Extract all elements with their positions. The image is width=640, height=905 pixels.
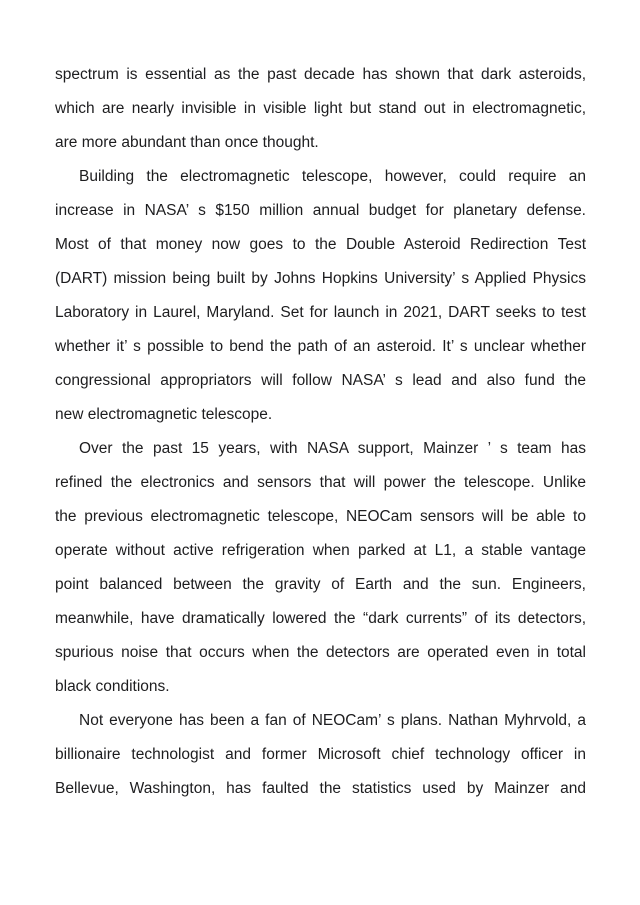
text-line: Bellevue, Washington, has faulted the statistics used by Mainzer and <box>55 780 586 797</box>
text-line: point balanced between the gravity of Earth and the sun. Engineers, <box>55 576 586 593</box>
text-line: Most of that money now goes to the Double Asteroid Redirection Test <box>55 236 586 253</box>
text-line: meanwhile, have dramatically lowered the “dark currents” of its detectors, <box>55 610 586 627</box>
text-line: spectrum is essential as the past decade has shown that dark asteroids, <box>55 66 586 83</box>
text-line: congressional appropriators will follow NASA’ s lead and also fund the <box>55 372 586 389</box>
text-line: black conditions. <box>55 678 170 695</box>
text-line: (DART) mission being built by Johns Hopkins University’ s Applied Physics <box>55 270 586 287</box>
text-line: new electromagnetic telescope. <box>55 406 273 423</box>
text-line: increase in NASA’ s $150 million annual budget for planetary defense. <box>55 202 586 219</box>
text-line: are more abundant than once thought. <box>55 134 319 151</box>
text-line: which are nearly invisible in visible light but stand out in electromagnetic, <box>55 100 586 117</box>
text-line: Building the electromagnetic telescope, however, could require an <box>79 168 586 185</box>
document-body <box>55 58 586 806</box>
text-line: Laboratory in Laurel, Maryland. Set for launch in 2021, DART seeks to test <box>55 304 586 321</box>
text-line: Not everyone has been a fan of NEOCam’ s plans. Nathan Myhrvold, a <box>79 712 586 729</box>
text-line: whether it’ s possible to bend the path of an asteroid. It’ s unclear whether <box>55 338 586 355</box>
text-line: Over the past 15 years, with NASA support, Mainzer ’ s team has <box>79 440 586 457</box>
text-line: billionaire technologist and former Microsoft chief technology officer in <box>55 746 586 763</box>
text-line: spurious noise that occurs when the detectors are operated even in total <box>55 644 586 661</box>
text-line: operate without active refrigeration when parked at L1, a stable vantage <box>55 542 586 559</box>
text-line: the previous electromagnetic telescope, NEOCam sensors will be able to <box>55 508 586 525</box>
text-line: refined the electronics and sensors that will power the telescope. Unlike <box>55 474 586 491</box>
